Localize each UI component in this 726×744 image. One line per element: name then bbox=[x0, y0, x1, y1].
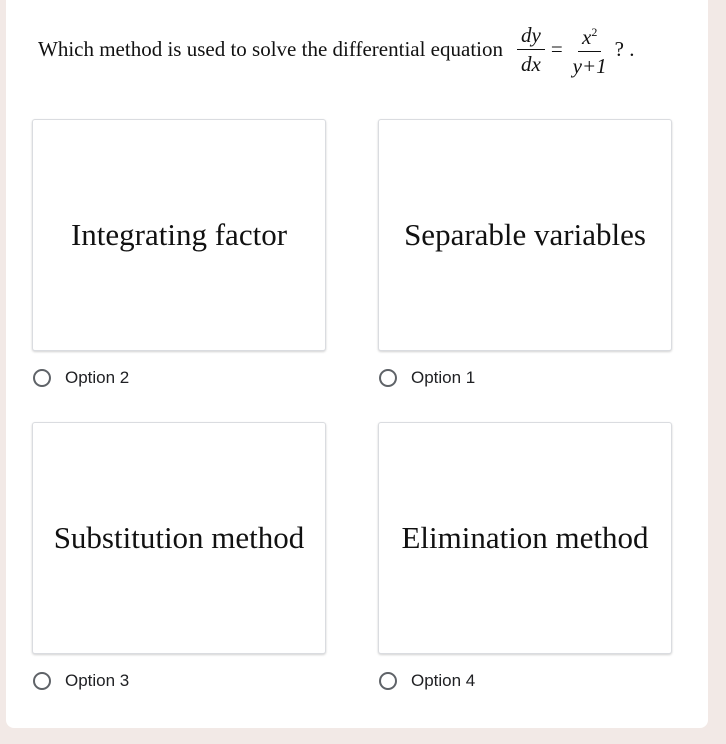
rhs-numerator-exponent: 2 bbox=[591, 25, 598, 39]
question-text bbox=[38, 18, 635, 80]
option-radio-row[interactable] bbox=[379, 671, 475, 691]
radio-button[interactable] bbox=[379, 369, 397, 387]
equals-sign: = bbox=[550, 36, 563, 61]
lhs-numerator: dy bbox=[517, 23, 545, 50]
radio-button[interactable] bbox=[33, 672, 51, 690]
option-radio-row[interactable] bbox=[33, 671, 129, 691]
rhs-denominator: y+1 bbox=[572, 54, 607, 78]
question-prefix: Which method is used to solve the differential equation bbox=[38, 36, 503, 61]
lhs-denominator: dx bbox=[521, 51, 541, 76]
option-label: Option 1 bbox=[411, 368, 476, 387]
rhs-numerator-base: x bbox=[582, 25, 592, 49]
option-image-separable-variables[interactable] bbox=[378, 119, 672, 351]
option-radio-row[interactable] bbox=[379, 368, 475, 388]
radio-button[interactable] bbox=[379, 672, 397, 690]
option-radio-row[interactable] bbox=[33, 368, 129, 388]
option-image-text: Elimination method bbox=[401, 520, 649, 555]
radio-button[interactable] bbox=[33, 369, 51, 387]
option-image-substitution-method[interactable] bbox=[32, 422, 326, 654]
option-label: Option 3 bbox=[65, 671, 130, 690]
option-image-text: Substitution method bbox=[53, 520, 305, 555]
rhs-numerator bbox=[578, 20, 601, 52]
option-image-text: Integrating factor bbox=[70, 217, 288, 252]
option-image-text: Separable variables bbox=[404, 217, 646, 252]
option-label: Option 2 bbox=[65, 368, 130, 387]
option-image-elimination-method[interactable] bbox=[378, 422, 672, 654]
option-label: Option 4 bbox=[411, 671, 476, 690]
question-suffix: ? . bbox=[614, 36, 635, 61]
lhs-fraction bbox=[517, 23, 545, 76]
differential-equation bbox=[517, 20, 635, 78]
rhs-fraction bbox=[569, 20, 611, 78]
option-image-integrating-factor[interactable] bbox=[32, 119, 326, 351]
